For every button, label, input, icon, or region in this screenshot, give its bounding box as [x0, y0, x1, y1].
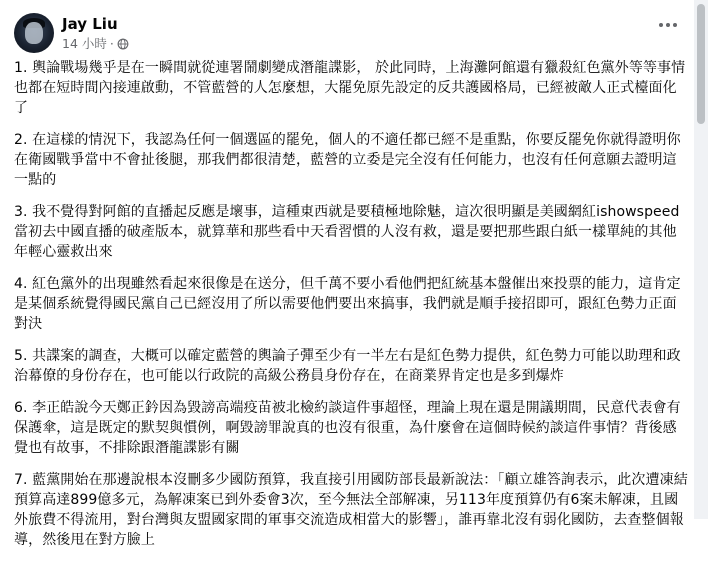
- post-header: [14, 11, 129, 55]
- more-dot-icon: [659, 23, 663, 27]
- post-time[interactable]: 14 小時: [62, 35, 107, 51]
- scrollbar[interactable]: [694, 0, 708, 519]
- post-meta: [62, 15, 129, 52]
- more-dot-icon: [666, 23, 670, 27]
- avatar[interactable]: [14, 13, 54, 53]
- more-dot-icon: [673, 23, 677, 27]
- author-name[interactable]: Jay Liu: [62, 14, 118, 33]
- more-options-button[interactable]: [651, 14, 685, 36]
- post-body: [14, 58, 690, 562]
- post-paragraph-1: 1. 輿論戰場幾乎是在一瞬間就從連署鬧劇變成潛龍諜影， 於此同時，上海灘阿館還有獵殺紅色黨外等等事情也都在短時間內接連啟動，不管藍營的人怎麼想，大罷免原先設定的反共護國格局，已經被敵人正式檯面化了: [14, 60, 686, 116]
- post-paragraph-6: 6. 李正皓說今天鄭正鈐因為毀謗高端疫苗被北檢約談這件事超怪，理論上現在還是開議期間，民意代表會有保護傘，這是既定的默契與慣例，啊毀謗罪說真的也沒有很重，為什麼會在這個時候約談這件事情？背後感覺也有故事，不排除跟潛龍諜影有關: [14, 400, 681, 456]
- timestamp-row: [62, 36, 129, 52]
- globe-icon[interactable]: [117, 38, 129, 50]
- post-paragraph-2: 2. 在這樣的情況下，我認為任何一個選區的罷免，個人的不適任都已經不是重點，你要反罷免你就得證明你在衛國戰爭當中不會扯後腿，那我們都很清楚，藍營的立委是完全沒有任何能力，也沒有任何意願去證明這一點的: [14, 132, 681, 188]
- meta-separator: ·: [109, 35, 114, 51]
- post-paragraph-4: 4. 紅色黨外的出現雖然看起來很像是在送分，但千萬不要小看他們把紅統基本盤催出來投票的能力，這肯定是某個系統覺得國民黨自己已經沒用了所以需要他們要出來搞事，我們就是順手接招即可，跟紅色勢力正面對決: [14, 276, 681, 332]
- post-paragraph-3: 3. 我不覺得對阿館的直播起反應是壞事，這種東西就是要積極地除魅，這次很明顯是美國網紅ishowspeed當初去中國直播的破產版本，就算華和那些看中天看習慣的人沒有救，還是要把那些跟白紙一樣單純的其他年輕心靈救出來: [14, 204, 680, 260]
- post-paragraph-7: 7. 藍黨開始在那邊說根本沒刪多少國防預算，我直接引用國防部長最新說法：「顧立雄答詢表示，此次遭凍結預算高達899億多元，為解凍案已到外委會3次，至今無法全部解凍，另113年度預算仍有6案未解凍，且國外旅費不得流用，對台灣與友盟國家間的軍事交流造成相當大的影響」，誰再靠北沒有弱化國防，去查整個報導，然後甩在對方臉上: [14, 472, 688, 548]
- avatar-face: [25, 22, 43, 44]
- scrollbar-thumb[interactable]: [697, 4, 705, 124]
- post-paragraph-5: 5. 共諜案的調查，大概可以確定藍營的輿論子彈至少有一半左右是紅色勢力提供，紅色勢力可能以助理和政治幕僚的身份存在，也可能以行政院的高級公務員身份存在，在商業界肯定也是多到爆炸: [14, 348, 681, 384]
